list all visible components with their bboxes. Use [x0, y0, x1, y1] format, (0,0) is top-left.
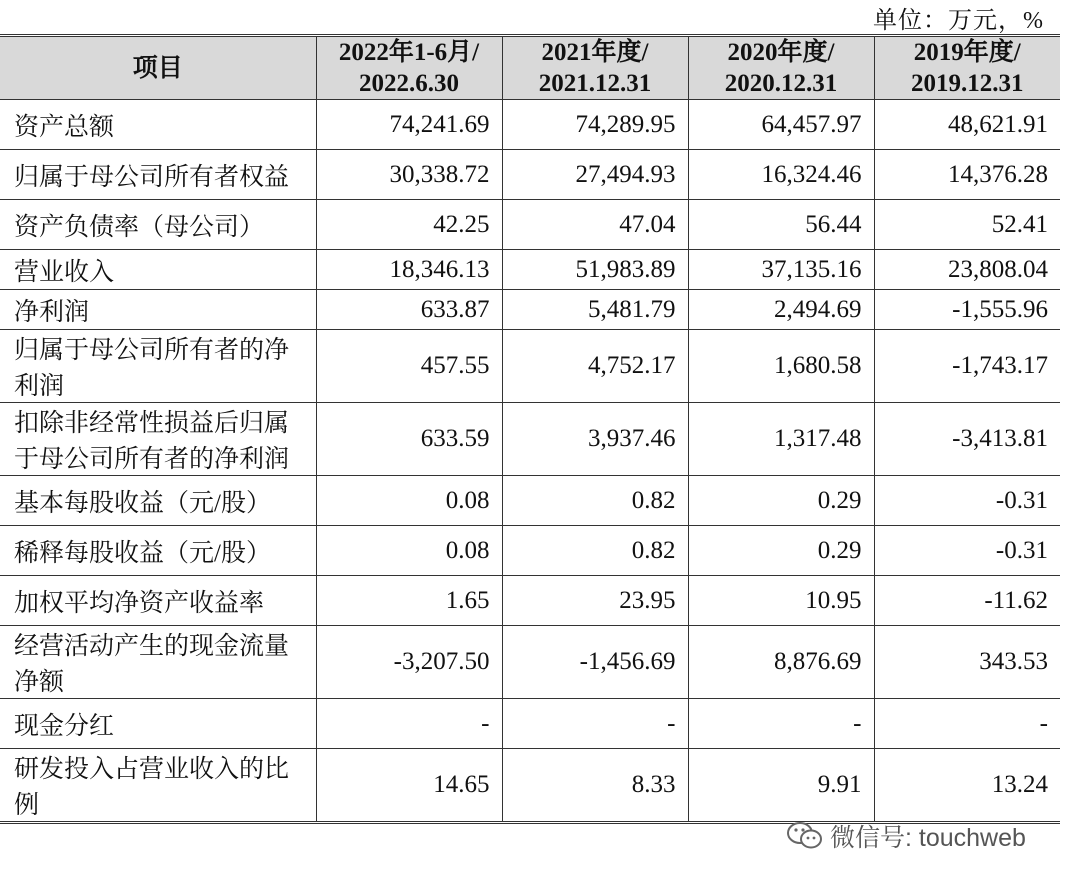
cell-value: 30,338.72 [316, 150, 502, 200]
cell-value: 2,494.69 [688, 290, 874, 330]
cell-value: -1,743.17 [874, 330, 1060, 403]
cell-value: - [688, 699, 874, 749]
row-label: 扣除非经常性损益后归属于母公司所有者的净利润 [0, 403, 316, 476]
watermark [786, 818, 1026, 854]
cell-value: - [874, 699, 1060, 749]
cell-value: 633.87 [316, 290, 502, 330]
table-row [0, 576, 1060, 626]
row-label: 资产总额 [0, 100, 316, 150]
row-label: 归属于母公司所有者权益 [0, 150, 316, 200]
cell-value: 0.29 [688, 476, 874, 526]
cell-value: -11.62 [874, 576, 1060, 626]
cell-value: 343.53 [874, 626, 1060, 699]
cell-value: -3,413.81 [874, 403, 1060, 476]
cell-value: 1,680.58 [688, 330, 874, 403]
cell-value: 64,457.97 [688, 100, 874, 150]
cell-value: 23.95 [502, 576, 688, 626]
header-item: 项目 [0, 36, 316, 100]
cell-value: 10.95 [688, 576, 874, 626]
row-label: 资产负债率（母公司） [0, 200, 316, 250]
cell-value: 457.55 [316, 330, 502, 403]
table-row [0, 626, 1060, 699]
cell-value: 0.29 [688, 526, 874, 576]
cell-value: 51,983.89 [502, 250, 688, 290]
cell-value: 14.65 [316, 749, 502, 823]
cell-value: - [502, 699, 688, 749]
financial-table [0, 34, 1060, 824]
cell-value: 3,937.46 [502, 403, 688, 476]
cell-value: 9.91 [688, 749, 874, 823]
cell-value: 23,808.04 [874, 250, 1060, 290]
cell-value: 42.25 [316, 200, 502, 250]
header-2020: 2020年度/ 2020.12.31 [688, 36, 874, 100]
cell-value: -1,555.96 [874, 290, 1060, 330]
table-row [0, 526, 1060, 576]
table-row [0, 749, 1060, 823]
cell-value: 74,241.69 [316, 100, 502, 150]
row-label: 稀释每股收益（元/股） [0, 526, 316, 576]
cell-value: 8,876.69 [688, 626, 874, 699]
table-row [0, 330, 1060, 403]
cell-value: 48,621.91 [874, 100, 1060, 150]
cell-value: 56.44 [688, 200, 874, 250]
row-label: 现金分红 [0, 699, 316, 749]
table-row [0, 150, 1060, 200]
header-2021: 2021年度/ 2021.12.31 [502, 36, 688, 100]
cell-value: 4,752.17 [502, 330, 688, 403]
cell-value: 0.82 [502, 476, 688, 526]
cell-value: -0.31 [874, 526, 1060, 576]
cell-value: 0.08 [316, 476, 502, 526]
table-row [0, 699, 1060, 749]
table-row [0, 100, 1060, 150]
row-label: 经营活动产生的现金流量净额 [0, 626, 316, 699]
cell-value: 633.59 [316, 403, 502, 476]
cell-value: 1.65 [316, 576, 502, 626]
header-2019: 2019年度/ 2019.12.31 [874, 36, 1060, 100]
header-2022h1: 2022年1-6月/ 2022.6.30 [316, 36, 502, 100]
table-row [0, 476, 1060, 526]
cell-value: - [316, 699, 502, 749]
unit-label: 单位：万元，% [873, 8, 1044, 34]
row-label: 加权平均净资产收益率 [0, 576, 316, 626]
table-row [0, 403, 1060, 476]
wechat-icon [786, 820, 824, 852]
table-row [0, 200, 1060, 250]
cell-value: -3,207.50 [316, 626, 502, 699]
cell-value: 52.41 [874, 200, 1060, 250]
cell-value: 18,346.13 [316, 250, 502, 290]
cell-value: 13.24 [874, 749, 1060, 823]
cell-value: 1,317.48 [688, 403, 874, 476]
watermark-text: 微信号: touchweb [830, 824, 1026, 852]
cell-value: 16,324.46 [688, 150, 874, 200]
cell-value: 0.08 [316, 526, 502, 576]
row-label: 基本每股收益（元/股） [0, 476, 316, 526]
cell-value: 27,494.93 [502, 150, 688, 200]
cell-value: 47.04 [502, 200, 688, 250]
cell-value: -0.31 [874, 476, 1060, 526]
cell-value: 0.82 [502, 526, 688, 576]
cell-value: 5,481.79 [502, 290, 688, 330]
table-row [0, 250, 1060, 290]
table-row [0, 290, 1060, 330]
table-header-row [0, 36, 1060, 100]
cell-value: 8.33 [502, 749, 688, 823]
row-label: 归属于母公司所有者的净利润 [0, 330, 316, 403]
cell-value: -1,456.69 [502, 626, 688, 699]
row-label: 净利润 [0, 290, 316, 330]
cell-value: 74,289.95 [502, 100, 688, 150]
cell-value: 37,135.16 [688, 250, 874, 290]
row-label: 营业收入 [0, 250, 316, 290]
cell-value: 14,376.28 [874, 150, 1060, 200]
row-label: 研发投入占营业收入的比例 [0, 749, 316, 823]
